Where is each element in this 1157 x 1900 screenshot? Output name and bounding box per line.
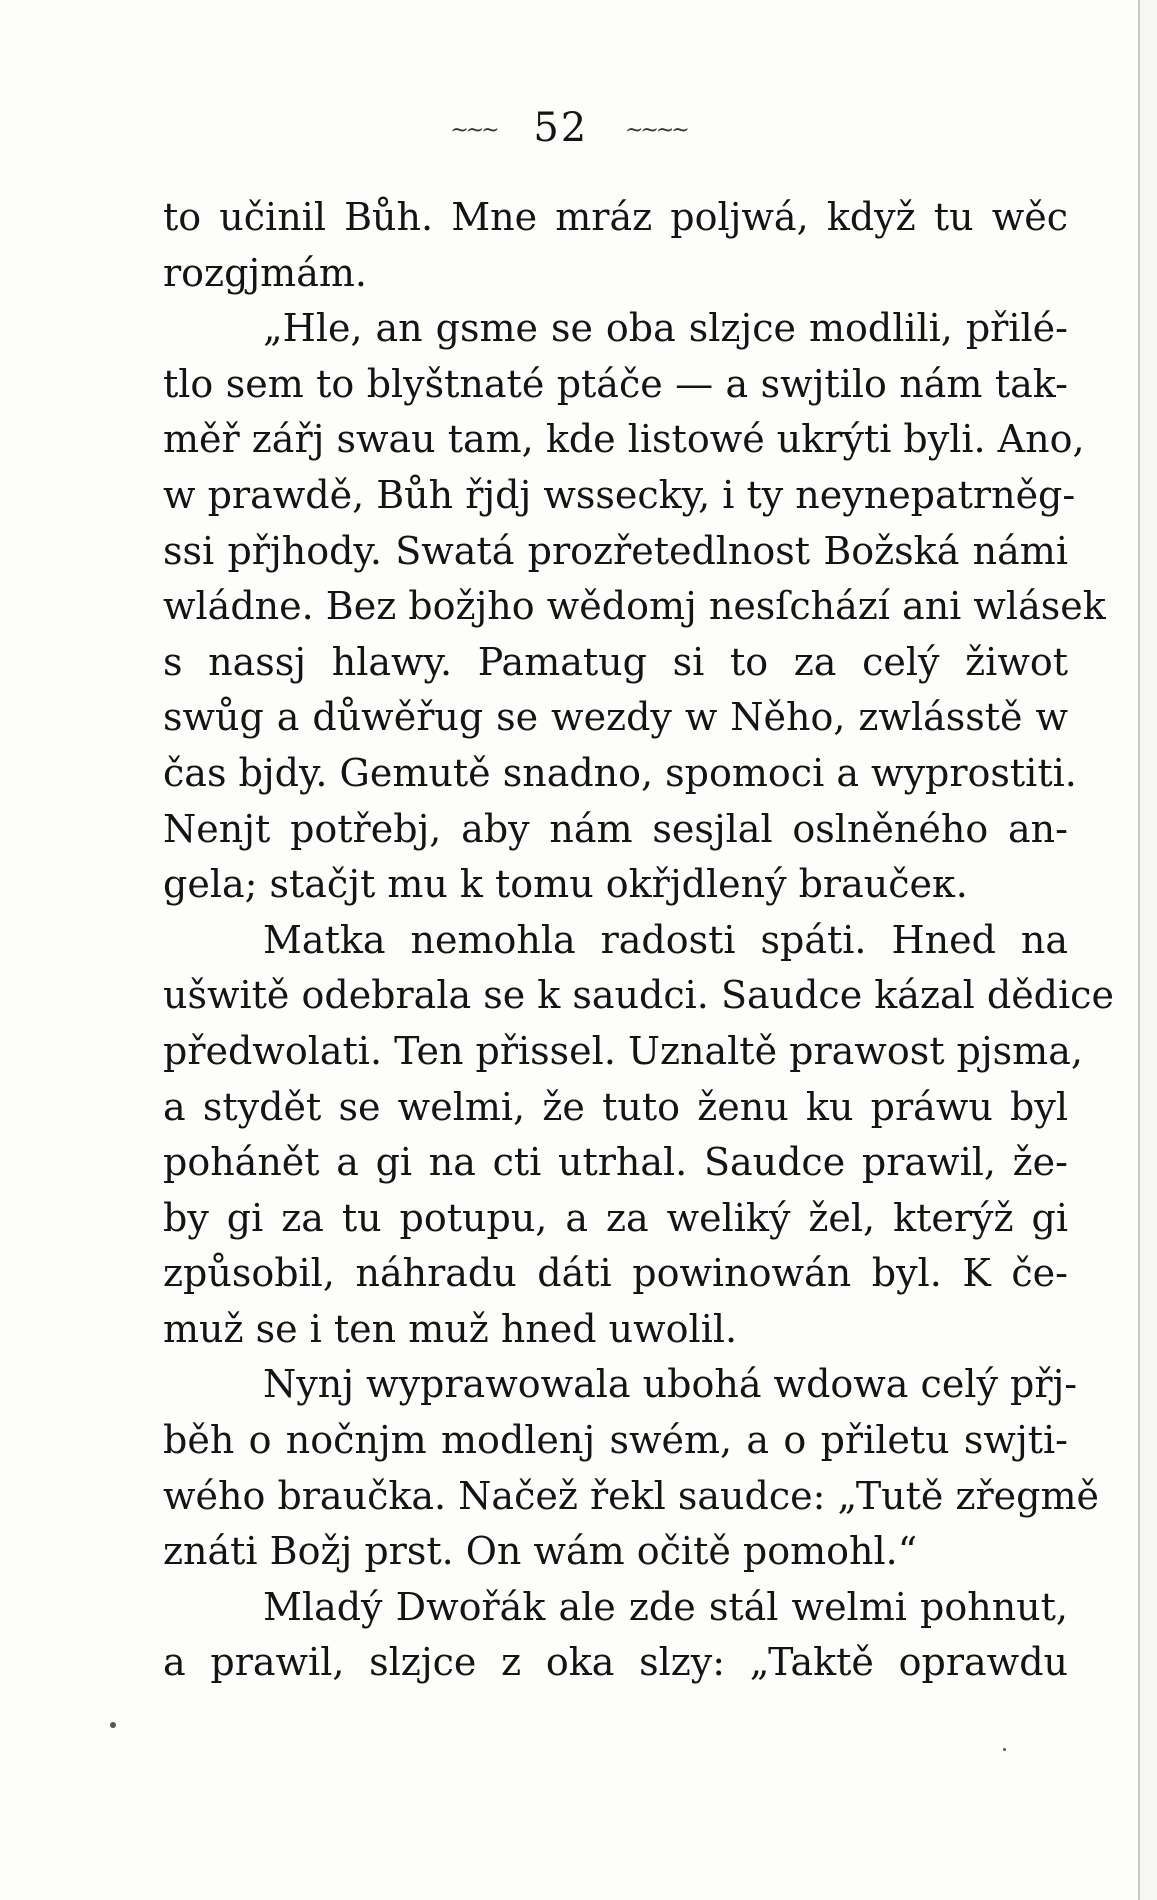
text-line: předwolati. Ten přissel. Uznaltě prawost pjsma, [163,1028,1083,1073]
text-line: w prawdě, Bůh řjdj wssecky, i ty neynepatrněg- [163,472,1076,517]
text-line: ssi přjhody. Swatá prozřetedlnost Božská námi [163,528,1068,573]
text-line: Mladý Dwořák ale zde stál welmi pohnut, [263,1584,1068,1629]
text-line: Nynj wyprawowala ubohá wdowa celý přj- [263,1362,1078,1407]
text-line: to učinil Bůh. Mne mráz poljwá, když tu wěc [163,195,1068,239]
text-line: muž se i ten muž hned uwolil. [163,1306,738,1351]
page-edge [1138,0,1157,1900]
text-line: a stydět se welmi, že tuto ženu ku práwu byl [163,1084,1068,1129]
scan-speck [1003,1748,1006,1751]
text-line: swůg a důwěřug se wezdy w Něho, zwlásstě w [163,695,1068,740]
text-line: ušwitě odebrala se k saudci. Saudce kázal dědice [163,973,1114,1018]
text-line: wého braučka. Načež řekl saudce: „Tutě zřegmě [163,1473,1099,1518]
text-line: Matka nemohla radosti spáti. Hned na [263,917,1068,962]
text-line: gela; stačjt mu k tomu okřjdlený braučeк. [163,862,968,907]
text-line: wládne. Bez božjho wědomj nesſchází ani wlásek [163,584,1106,629]
page-header [0,98,1137,161]
body-text [163,190,1114,1691]
text-line: pohánět a gi na cti utrhal. Saudce prawil, že- [163,1140,1068,1185]
text-line: „Hle, an gsme se oba slzjce modlili, přilé- [263,306,1068,351]
page-number: 52 [533,105,589,151]
scan-speck [110,1722,116,1728]
right-ornament: ~~~~ [624,118,687,143]
text-line: Nenjt potřebj, aby nám sesjlal oslněného an- [163,806,1068,851]
text-line: s nassj hlawy. Pamatug si to za celý žiwot [163,639,1068,684]
text-line: by gi za tu potupu, a za weliký žel, kterýž gi [163,1195,1068,1240]
text-line: a prawil, slzjce z oka slzy: „Taktě oprawdu [163,1640,1068,1685]
text-line: znáti Božj prst. On wám očitě pomohl.“ [163,1529,918,1574]
text-line: čas bjdy. Gemutě snadno, spomoci a wyprostiti. [163,750,1077,795]
text-line: měř zářj swau tam, kde listowé ukrýti byli. Ano, [163,417,1085,462]
left-ornament: ~~~ [450,118,497,143]
text-line: rozgjmám. [163,250,367,295]
text-line: způsobil, náhradu dáti powinowán byl. K če- [163,1251,1068,1296]
text-line: tlo sem to blyštnaté ptáče — a swjtilo nám tak- [163,361,1068,406]
text-line: běh o nočnjm modlenj swém, a o přiletu swjti- [163,1418,1068,1463]
